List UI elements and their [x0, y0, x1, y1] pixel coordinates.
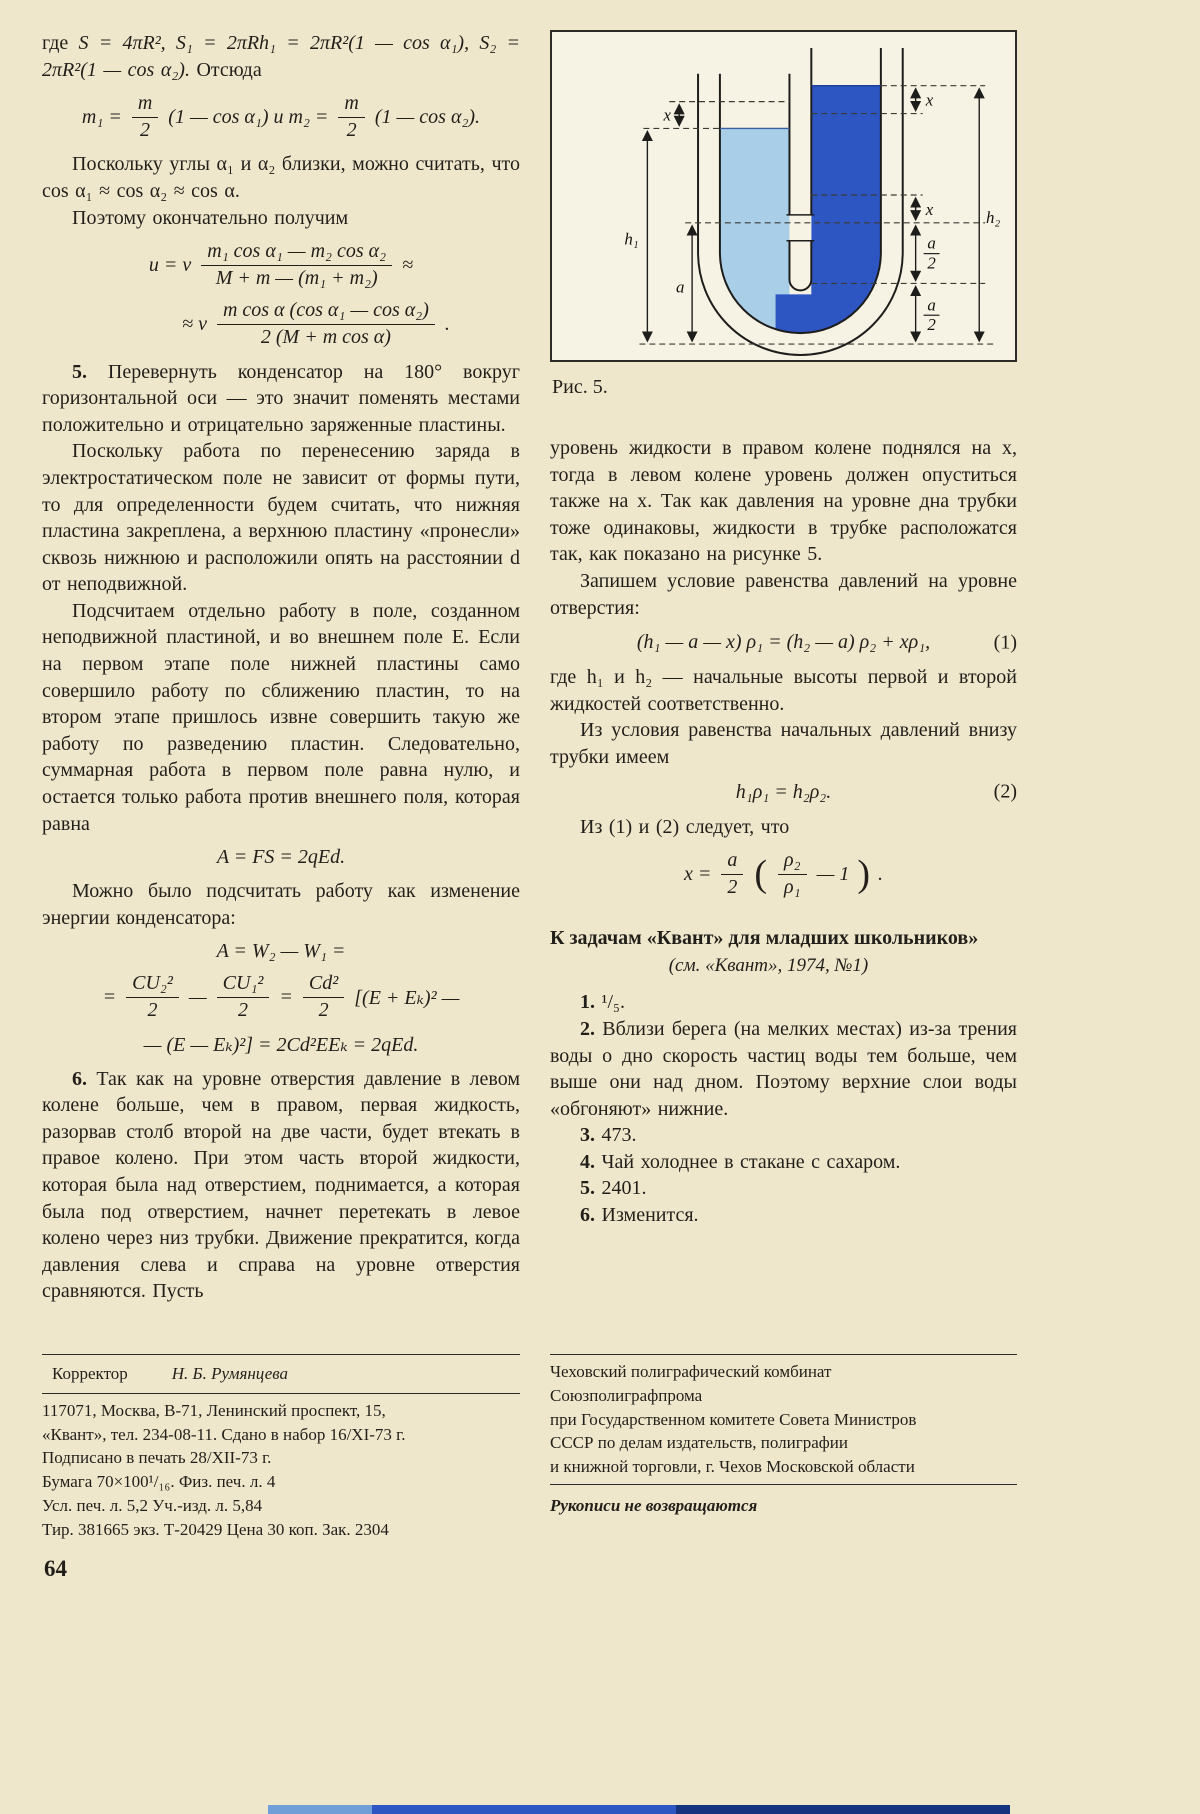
formula-x-result	[550, 849, 1017, 899]
math-term: — (E — Eₖ)²] = 2Cd²EEₖ = 2qEd.	[143, 1033, 419, 1056]
answer-item	[550, 1175, 1017, 1202]
imprint-line: 117071, Москва, В-71, Ленинский проспект, 15,	[42, 1400, 386, 1420]
fraction	[217, 299, 435, 349]
paragraph-initial-pressures: Из условия равенства начальных давлений внизу трубки имеем	[550, 719, 1017, 768]
math-term: (h₁ — a — x) ρ₁ = (h₂ — a) ρ₂ + xρ₁,	[636, 631, 931, 654]
text-run: Вблизи берега (на мелких местах) из-за трения воды о дно скорость частиц воды тем больше, чем выше они над дном. Поэтому верхние слои воды «обгоняют» нижние.	[550, 1017, 1017, 1120]
denominator: 2	[318, 999, 329, 1021]
formula-A-FS	[42, 846, 520, 869]
paragraph-energy: Можно было подсчитать работу как изменение энергии конденсатора:	[42, 880, 520, 929]
denominator: 2	[346, 118, 357, 141]
fraction	[201, 240, 392, 290]
math-term: ≈ v	[182, 312, 207, 335]
paragraph-problem5	[42, 359, 520, 439]
numerator: a	[721, 849, 743, 875]
item-number: 6.	[580, 1204, 595, 1227]
page-number: 64	[44, 1556, 67, 1581]
colophon	[42, 1349, 1200, 1542]
inline-math: S = 4πR², S₁ = 2πRh₁ = 2πR²(1 — cos α₁), S₂ = 2πR²(1 — cos α₂).	[42, 32, 521, 81]
item-number: 5.	[72, 360, 87, 383]
imprint-line: Усл. печ. л. 5,2 Уч.-изд. л. 5,84	[42, 1495, 263, 1515]
numerator: m	[132, 92, 158, 118]
paragraph-surface-areas	[42, 30, 520, 83]
denominator: M + m — (m₁ + m₂)	[215, 266, 378, 289]
corrector-label: Корректор	[52, 1363, 128, 1383]
equation-1	[550, 631, 1017, 654]
text-run: Так как на уровне отверстия давление в левом колене больше, чем в правом, первая жидкость, разорвав столб второй на две части, будет втекать в правое колено. При этом часть второй жидкости, которая была над отверстием, поднимается, а которая была под отверстием, начнет перетекать в левое колено через низ трубки. Движение прекратится, когда давления слева и справа на уровне отверстия сравняются. Пусть	[42, 1067, 520, 1303]
horizontal-rule	[42, 1393, 520, 1394]
figure-caption: Рис. 5.	[552, 376, 608, 398]
colophon-right	[550, 1349, 1017, 1542]
math-term: =	[102, 986, 117, 1008]
math-term: [(E + Eₖ)² —	[354, 987, 460, 1009]
formula-m1-m2	[42, 92, 520, 142]
imprint-line: Тир. 381665 экз. Т-20429 Цена 30 коп. Зак. 2304	[42, 1519, 389, 1539]
fraction	[126, 972, 179, 1022]
imprint-line: и книжной торговли, г. Чехов Московской области	[550, 1457, 915, 1477]
fraction	[132, 92, 158, 142]
corrector-line	[42, 1360, 520, 1388]
liquid-2-bottom	[776, 294, 881, 358]
imprint-line: при Государственном комитете Совета Министров	[550, 1409, 917, 1429]
answers-section-subheading: (см. «Квант», 1974, №1)	[668, 955, 869, 977]
numerator: CU₁²	[217, 972, 270, 998]
frac-2: 2	[927, 253, 936, 273]
math-term: (1 — cos α₂).	[374, 105, 481, 128]
math-term: — 1	[816, 862, 850, 885]
fraction	[721, 849, 743, 899]
imprint-line: «Квант», тел. 234-08-11. Сдано в набор 16/XI-73 г.	[42, 1424, 406, 1444]
label-x-left: x	[663, 105, 672, 125]
text-run: Чай холоднее в стакане с сахаром.	[601, 1150, 901, 1173]
answer-item	[550, 1149, 1017, 1176]
denominator: 2	[727, 875, 738, 898]
figure-5-box	[550, 30, 1017, 362]
math-term: —	[188, 986, 207, 1008]
numerator: ρ₂	[778, 849, 807, 875]
text-run: 473.	[601, 1124, 637, 1147]
math-term: m₁ =	[81, 105, 122, 128]
manuscripts-note: Рукописи не возвращаются	[550, 1495, 758, 1515]
answer-item	[550, 989, 1017, 1016]
u-tube-diagram	[552, 32, 1015, 360]
denominator: ρ₁	[784, 875, 801, 898]
two-column-layout	[42, 30, 1200, 1305]
label-a-over-2-upper	[924, 234, 940, 273]
open-paren: (	[754, 853, 767, 896]
item-number: 6.	[72, 1067, 87, 1090]
math-term: A = FS = 2qEd.	[216, 846, 346, 869]
right-column	[550, 30, 1017, 1305]
math-term: =	[279, 986, 293, 1008]
answer-item	[550, 1122, 1017, 1149]
horizontal-rule	[550, 1354, 1017, 1355]
math-term: .	[878, 862, 884, 885]
corrector-name: Н. Б. Румянцева	[171, 1363, 289, 1383]
math-term: (1 — cos α₁) и m₂ =	[168, 105, 329, 128]
item-number: 4.	[580, 1150, 595, 1173]
label-a: a	[675, 277, 685, 297]
label-a-over-2-lower	[924, 295, 940, 334]
colophon-left	[42, 1349, 520, 1542]
item-number: 2.	[580, 1017, 595, 1040]
imprint-line: Подписано в печать 28/XII-73 г.	[42, 1448, 272, 1468]
imprint-line: Чеховский полиграфический комбинат	[550, 1361, 832, 1381]
formula-u-line1	[42, 240, 520, 290]
paragraph-cos-approx: Поскольку углы α₁ и α₂ близки, можно считать, что cos α₁ ≈ cos α₂ ≈ cos α.	[42, 153, 520, 202]
paragraph-level-rise: уровень жидкости в правом колене поднялся на x, тогда в левом колене уровень должен опуститься также на x. Так как давления на уровне дна трубки тоже одинаковы, жидкости в трубке расположатся так, как показано на рисунке 5.	[550, 437, 1017, 566]
fraction	[778, 849, 807, 899]
paragraph-work-path: Поскольку работа по перенесению заряда в электростатическом поле не зависит от формы пути, то для определенности будем считать, что нижняя пластина закреплена, а верхнюю пластину «пронесли» сквозь нижнюю и расположили опять на расстоянии d от неподвижной.	[42, 440, 520, 596]
label-h1: h₁	[624, 229, 639, 249]
math-term: h₁ρ₁ = h₂ρ₂.	[735, 780, 832, 803]
answers-list	[550, 989, 1017, 1228]
fraction	[338, 92, 364, 142]
math-term: ≈	[402, 253, 414, 276]
math-term: A = W₂ — W₁ =	[216, 940, 346, 963]
horizontal-rule	[42, 1354, 520, 1355]
paragraph-heights: где h₁ и h₂ — начальные высоты первой и второй жидкостей соответственно.	[550, 666, 1017, 715]
item-number: 5.	[580, 1177, 595, 1200]
text-run: Отсюда	[196, 58, 262, 81]
label-x-right-mid: x	[925, 199, 934, 219]
denominator: 2	[140, 118, 151, 141]
numerator: Cd²	[303, 972, 344, 998]
item-number: 1.	[580, 991, 595, 1014]
paragraph-problem6	[42, 1066, 520, 1305]
denominator: 2	[147, 999, 158, 1021]
equation-tag: (1)	[993, 631, 1017, 654]
numerator: m cos α (cos α₁ — cos α₂)	[217, 299, 435, 325]
text-run: Перевернуть конденсатор на 180° вокруг горизонтальной оси — это значит поменять местами положительно и отрицательно заряженные пластины.	[42, 360, 520, 436]
fraction	[217, 972, 270, 1022]
frac-a: a	[927, 233, 936, 253]
label-h2: h₂	[985, 207, 1001, 227]
frac-2: 2	[927, 315, 936, 335]
text-run: 2401.	[601, 1177, 647, 1200]
close-paren: )	[857, 853, 871, 896]
text-run: Изменится.	[601, 1204, 699, 1227]
text-run: ¹/₅.	[601, 991, 626, 1014]
paragraph-follows: Из (1) и (2) следует, что	[580, 815, 790, 838]
equation-2	[550, 781, 1017, 804]
paragraph-pressure-condition: Запишем условие равенства давлений на уровне отверстия:	[550, 569, 1017, 619]
horizontal-rule	[550, 1484, 1017, 1485]
imprint-line: Союзполиграфпрома	[550, 1385, 703, 1405]
fraction	[303, 972, 344, 1022]
math-term: .	[444, 312, 450, 335]
numerator: m₁ cos α₁ — m₂ cos α₂	[201, 240, 392, 266]
imprint-line: Бумага 70×100¹/₁₆. Физ. печ. л. 4	[42, 1472, 276, 1492]
formula-W-line1	[42, 940, 520, 963]
math-term: u = v	[148, 253, 192, 276]
answers-section-heading: К задачам «Квант» для младших школьников»	[550, 927, 979, 950]
partition-wall	[789, 48, 811, 290]
frac-a: a	[927, 295, 936, 315]
numerator: m	[338, 92, 364, 118]
formula-u-line2	[112, 299, 520, 349]
imprint-line: СССР по делам издательств, полиграфии	[550, 1433, 848, 1453]
formula-W-line3	[42, 1032, 520, 1057]
text-run: где	[42, 32, 69, 54]
denominator: 2	[238, 999, 249, 1021]
equation-tag: (2)	[993, 780, 1017, 803]
answer-item	[550, 1016, 1017, 1122]
item-number: 3.	[580, 1124, 595, 1147]
paragraph-two-fields: Подсчитаем отдельно работу в поле, созданном неподвижной пластиной, и во внешнем поле E. Если на первом этапе поле нижней пластины само совершило работу по сближению пластин, то на втором этапе пришлось извне совершить такую же работу по разведению пластин. Следовательно, суммарная работа в первом поле равна нулю, и остается только работа против внешнего поля, которая равна	[42, 599, 520, 835]
answer-item	[550, 1202, 1017, 1229]
math-term: x =	[683, 862, 712, 885]
left-column	[42, 30, 520, 1305]
scan-edge-artifact	[268, 1805, 1010, 1814]
denominator: 2 (M + m cos α)	[260, 325, 391, 348]
numerator: CU₂²	[126, 972, 179, 998]
label-x-right-top: x	[925, 90, 934, 110]
paragraph-finally: Поэтому окончательно получим	[72, 206, 349, 229]
formula-W-line2	[42, 972, 520, 1022]
